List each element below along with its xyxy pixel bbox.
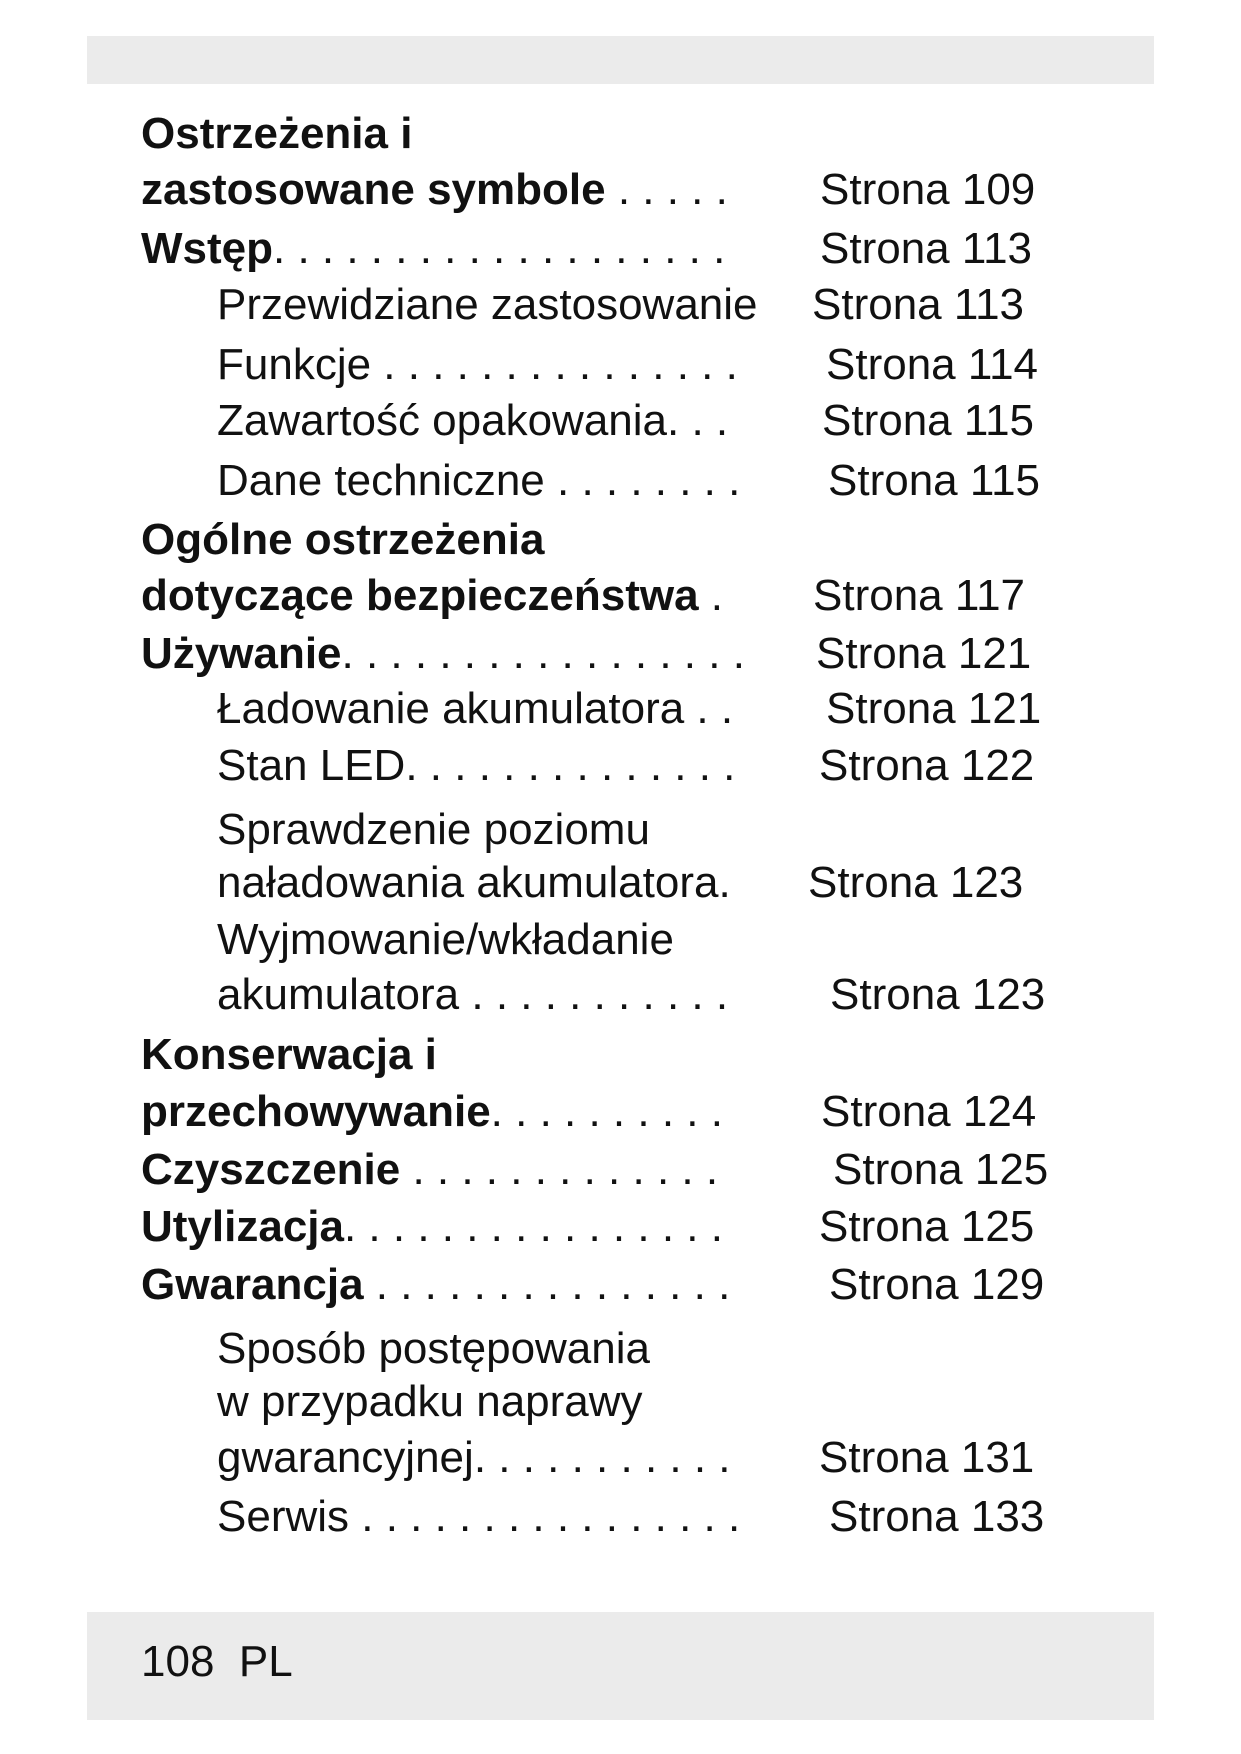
toc-entry[interactable] <box>141 1087 723 1136</box>
toc-leader-dots: . . . . . . . . . . . . . . . . <box>349 1492 741 1541</box>
footer-language: PL <box>238 1637 293 1686</box>
toc-leader-dots: . . . . . . . . . . . . . . . . <box>343 1202 723 1251</box>
toc-entry-title: Stan LED <box>217 741 406 790</box>
toc-entry-title: Sprawdzenie poziomu <box>217 805 650 854</box>
toc-entry[interactable] <box>141 1030 437 1079</box>
toc-leader-dots: . . . . . . . . . . . . . . . <box>371 340 738 389</box>
toc-entry[interactable] <box>141 165 728 214</box>
toc-page-ref: Strona 123 <box>808 858 1024 907</box>
toc-entry[interactable] <box>217 684 734 733</box>
header-band <box>87 36 1154 84</box>
toc-leader-dots: . . . . . . . . . . . <box>459 970 729 1019</box>
toc-entry-title: przechowywanie <box>141 1087 491 1136</box>
toc-entry-title: Gwarancja <box>141 1260 364 1309</box>
toc-entry[interactable] <box>217 970 729 1019</box>
toc-page-ref: Strona 113 <box>820 224 1033 273</box>
toc-entry[interactable] <box>217 858 731 907</box>
toc-page-ref: Strona 115 <box>828 456 1041 505</box>
toc-leader-dots: . . . . . <box>605 165 728 214</box>
toc-page-ref: Strona 113 <box>812 280 1025 329</box>
toc-entry[interactable] <box>217 1377 643 1426</box>
toc-page-ref: Strona 117 <box>813 571 1026 620</box>
toc-entry-title: Ładowanie akumulatora <box>217 684 685 733</box>
toc-entry-title: Konserwacja i <box>141 1030 437 1079</box>
toc-entry-title: zastosowane symbole <box>141 165 606 214</box>
toc-entry-title: w przypadku naprawy <box>217 1377 643 1426</box>
toc-page-ref: Strona 131 <box>819 1433 1035 1482</box>
toc-page-ref: Strona 123 <box>830 970 1046 1019</box>
toc-leader-dots: . . . . . . . . . . . . . . . <box>363 1260 731 1309</box>
toc-entry-title: Ogólne ostrzeżenia <box>141 515 545 564</box>
toc-page-ref: Strona 109 <box>820 165 1036 214</box>
toc-entry-title: Czyszczenie <box>141 1145 401 1194</box>
toc-entry-title: akumulatora <box>217 970 460 1019</box>
toc-entry[interactable] <box>217 1433 731 1482</box>
toc-entry[interactable] <box>217 340 738 389</box>
toc-entry-title: Wyjmowanie/wkładanie <box>217 915 674 964</box>
toc-entry[interactable] <box>217 396 729 445</box>
toc-leader-dots: . . . . . . . . . . . <box>473 1433 731 1482</box>
toc-leader-dots: . . . . . . . . . . . . . . . . . <box>341 629 745 678</box>
toc-entry-title: Sposób postępowania <box>217 1324 650 1373</box>
toc-page-ref: Strona 125 <box>819 1202 1035 1251</box>
toc-entry[interactable] <box>217 280 758 329</box>
toc-entry-title: Używanie <box>141 629 342 678</box>
toc-entry[interactable] <box>141 629 745 678</box>
toc-entry-title: gwarancyjnej <box>217 1433 474 1482</box>
toc-leader-dots: . . <box>684 684 734 733</box>
toc-entry[interactable] <box>217 1492 741 1541</box>
toc-entry[interactable] <box>217 456 741 505</box>
toc-entry[interactable] <box>141 1260 731 1309</box>
toc-entry[interactable] <box>217 915 674 964</box>
toc-entry[interactable] <box>141 224 726 273</box>
toc-entry-title: Funkcje <box>217 340 372 389</box>
toc-leader-dots: . . . <box>667 396 729 445</box>
toc-entry[interactable] <box>141 1145 719 1194</box>
footer <box>141 1637 293 1686</box>
toc-leader-dots: . . . . . . . . . . . . . . <box>405 741 736 790</box>
toc-page-ref: Strona 125 <box>833 1145 1049 1194</box>
toc-entry[interactable] <box>141 109 413 158</box>
footer-page-number: 108 <box>141 1637 215 1686</box>
toc-entry[interactable] <box>217 805 650 854</box>
toc-page-ref: Strona 121 <box>816 629 1032 678</box>
toc-leader-dots: . . . . . . . . <box>544 456 741 505</box>
toc-page-ref: Strona 121 <box>826 684 1042 733</box>
toc-entry-title: Ostrzeżenia i <box>141 109 413 158</box>
toc-entry-title: naładowania akumulatora. <box>217 858 731 907</box>
toc-page-ref: Strona 129 <box>829 1260 1045 1309</box>
toc-entry-title: Zawartość opakowania <box>217 396 668 445</box>
toc-entry-title: Przewidziane zastosowanie <box>217 280 758 329</box>
toc-entry[interactable] <box>141 1202 723 1251</box>
toc-page-ref: Strona 114 <box>826 340 1039 389</box>
toc-page-ref: Strona 122 <box>819 741 1035 790</box>
toc-leader-dots: . . . . . . . . . . . . . . . . . . . <box>273 224 726 273</box>
toc-entry[interactable] <box>217 741 736 790</box>
toc-entry-title: Utylizacja <box>141 1202 344 1251</box>
toc-entry-title: Serwis <box>217 1492 350 1541</box>
toc-leader-dots: . <box>698 571 723 620</box>
toc-entry-title: Wstęp <box>141 224 273 273</box>
toc-entry-title: dotyczące bezpieczeństwa <box>141 571 699 620</box>
toc-leader-dots: . . . . . . . . . . <box>490 1087 723 1136</box>
toc-page-ref: Strona 124 <box>821 1087 1037 1136</box>
toc-entry[interactable] <box>141 515 545 564</box>
toc-entry-title: Dane techniczne <box>217 456 545 505</box>
toc-entry[interactable] <box>141 571 723 620</box>
toc-page-ref: Strona 115 <box>822 396 1035 445</box>
toc-leader-dots: . . . . . . . . . . . . . <box>400 1145 719 1194</box>
toc-entry[interactable] <box>217 1324 650 1373</box>
toc-page-ref: Strona 133 <box>829 1492 1045 1541</box>
